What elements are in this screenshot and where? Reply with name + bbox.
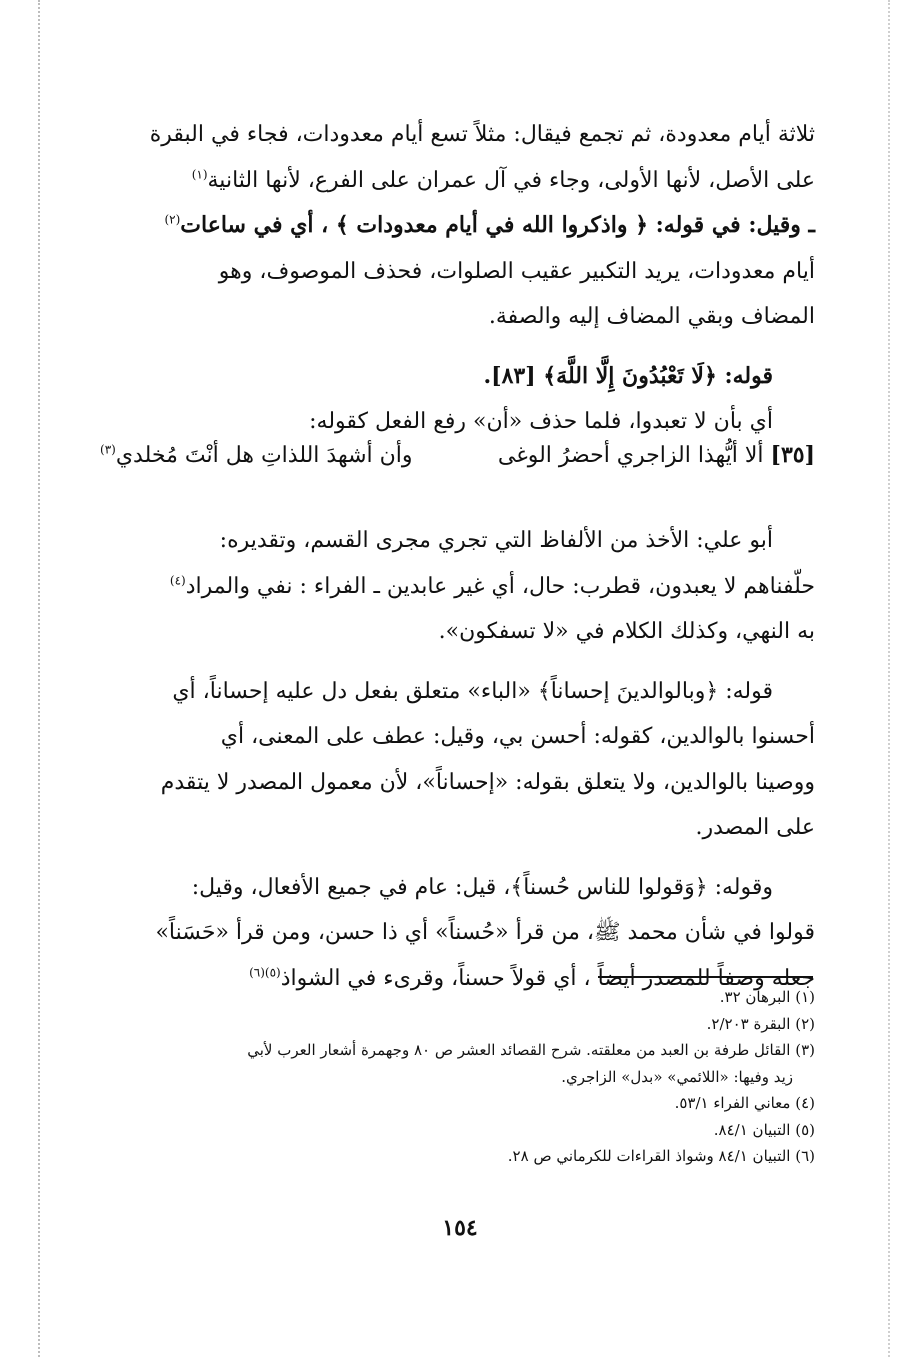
text-line: أي بأن لا تعبدوا، فلما حذف «أن» رفع الفعل كقوله: xyxy=(309,409,773,434)
text-line: قوله: ﴿لَا تَعْبُدُونَ إِلَّا اللَّهَ﴾ [٨٣]. xyxy=(483,362,773,389)
paragraph-5 xyxy=(100,865,815,1002)
text-line: قوله: ﴿وبالوالدينَ إحساناً﴾ «الباء» متعلق بفعل دل عليه إحساناً، أي xyxy=(172,678,773,704)
page-number: ١٥٤ xyxy=(442,1215,478,1241)
text-line: أحسنوا بالوالدين، كقوله: أحسن بي، وقيل: عطف على المعنى، أي xyxy=(220,724,815,749)
footnote-3: (٣) القائل طرفة بن العبد من معلقته. شرح القصائد العشر ص ٨٠ وجهمرة أشعار العرب لأبي xyxy=(247,1041,815,1059)
paragraph-2 xyxy=(100,354,815,445)
text-line: على المصدر. xyxy=(695,815,815,840)
verse-hemistich-1: [٣٥] ألا أيُّهذا الزاجري أحضرُ الوغى xyxy=(497,442,815,468)
text-line: ووصينا بالوالدين، ولا يتعلق بقوله: «إحساناً»، لأن معمول المصدر لا يتقدم xyxy=(160,769,815,795)
text-line: أيام معدودات، يريد التكبير عقيب الصلوات، فحذف الموصوف، وهو xyxy=(218,258,815,284)
footnote-ref: (٢) xyxy=(164,212,181,227)
footnote-6: (٦) التبيان ٨٤/١ وشواذ القراءات للكرماني ص ٢٨. xyxy=(507,1147,815,1165)
text-line: ـ وقيل: في قوله: ﴿ واذكروا الله في أيام معدودات ﴾ ، أي في ساعات xyxy=(180,212,815,238)
text-line: وقوله: ﴿وَقولوا للناس حُسناً﴾، قيل: عام في جميع الأفعال، وقيل: xyxy=(191,874,773,900)
scan-edge-right xyxy=(888,0,890,1357)
scan-edge-left xyxy=(38,0,40,1357)
footnote-ref: (٤) xyxy=(169,573,186,588)
text-line: المضاف وبقي المضاف إليه والصفة. xyxy=(488,304,815,329)
text-line: أبو علي: الأخذ من الألفاظ التي تجري مجرى القسم، وتقديره: xyxy=(219,528,773,553)
text-line: حلّفناهم لا يعبدون، قطرب: حال، أي غير عابدين ـ الفراء : نفي والمراد xyxy=(185,573,815,599)
text-line: على الأصل، لأنها الأولى، وجاء في آل عمران على الفرع، لأنها الثانية xyxy=(207,167,815,193)
paragraph-4 xyxy=(100,669,815,851)
text-line: ثلاثة أيام معدودة، ثم تجمع فيقال: مثلاً تسع أيام معدودات، فجاء في البقرة xyxy=(149,122,815,147)
footnote-3-continued: زيد وفيها: «اللائمي» «بدل» الزاجري. xyxy=(561,1067,793,1086)
paragraph-1 xyxy=(100,112,815,340)
text-line: جعله وصفاً للمصدر أيضاً ، أي قولاً حسناً، وقرىء في الشواذ xyxy=(280,965,815,991)
footnotes xyxy=(100,984,815,1170)
verse-hemistich-2: وأن أشهدَ اللذاتِ هل أنْتَ مُخلدي$^{(٣)}$ xyxy=(100,442,413,468)
footnote-ref: (١) xyxy=(191,167,208,182)
footnote-2: (٢) البقرة ٢/٢٠٣. xyxy=(706,1014,815,1033)
text-line: قولوا في شأن محمد ﷺ، من قرأ «حُسناً» أي ذا حسن، ومن قرأ «حَسَناً» xyxy=(155,920,815,945)
main-text-continued xyxy=(100,518,815,1015)
footnote-separator xyxy=(598,976,813,978)
poetry-verse xyxy=(100,433,815,478)
text-line: به النهي، وكذلك الكلام في «لا تسفكون». xyxy=(438,619,815,644)
footnote-ref: (٣) xyxy=(100,442,116,457)
footnote-1: (١) البرهان ٣٢. xyxy=(719,988,815,1006)
footnote-5: (٥) التبيان ٨٤/١. xyxy=(713,1120,815,1139)
footnote-ref: (٦) xyxy=(249,965,265,980)
main-text xyxy=(100,112,815,459)
verse-number: [٣٥] xyxy=(770,442,815,468)
footnote-ref: (٥) xyxy=(264,965,281,980)
footnote-4: (٤) معاني الفراء ٥٣/١. xyxy=(674,1094,815,1112)
paragraph-3 xyxy=(100,518,815,655)
